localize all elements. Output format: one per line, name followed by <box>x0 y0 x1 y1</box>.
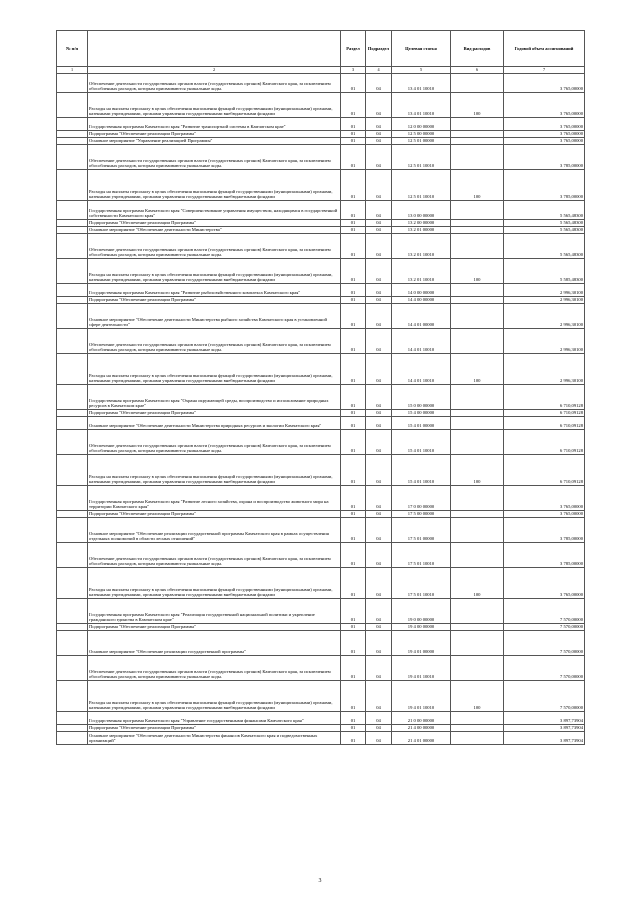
row-amount-cell: 7 570,00000 <box>504 631 585 656</box>
row-name-cell: Обеспечение деятельности государственных органов власти (государственных органов) Камчатского края, за исключением обособленных расходов, которым присваиваются уникальные коды. <box>88 234 341 259</box>
row-statya-cell: 17 5 00 00000 <box>392 511 451 518</box>
row-statya-cell: 12 5 01 00000 <box>392 138 451 145</box>
row-vid-cell <box>451 511 504 518</box>
row-podrazdel-cell: 04 <box>366 486 392 511</box>
row-number-cell <box>57 138 88 145</box>
row-podrazdel-cell: 04 <box>366 131 392 138</box>
row-number-cell <box>57 385 88 410</box>
row-name-cell: Обеспечение деятельности государственных органов власти (государственных органов) Камчатского края, за исключением обособленных расходов, которым присваиваются уникальные коды. <box>88 543 341 568</box>
row-podrazdel-cell: 04 <box>366 93 392 118</box>
header-vid: Вид расходов <box>451 31 504 67</box>
row-name-cell: Подпрограмма "Обеспечение реализации Программы" <box>88 131 341 138</box>
row-razdel-cell: 01 <box>341 417 366 430</box>
row-vid-cell <box>451 201 504 220</box>
table-row <box>57 284 585 297</box>
row-name-cell: Расходы на выплаты персоналу в целях обеспечения выполнения функций государственными (муниципальными) органами, казенными учреждениями, органами управления государственными внебюджетными фондами <box>88 455 341 486</box>
table-row <box>57 297 585 304</box>
row-amount-cell: 7 570,00000 <box>504 681 585 712</box>
row-vid-cell: 100 <box>451 170 504 201</box>
row-number-cell <box>57 284 88 297</box>
table-row <box>57 170 585 201</box>
table-row <box>57 631 585 656</box>
row-razdel-cell: 01 <box>341 624 366 631</box>
row-statya-cell: 14 4 01 00000 <box>392 304 451 329</box>
row-podrazdel-cell: 04 <box>366 417 392 430</box>
table-row <box>57 624 585 631</box>
row-razdel-cell: 01 <box>341 145 366 170</box>
table-row <box>57 681 585 712</box>
table-row <box>57 543 585 568</box>
row-razdel-cell: 01 <box>341 259 366 284</box>
row-statya-cell: 15 4 01 10010 <box>392 455 451 486</box>
row-number-cell <box>57 329 88 354</box>
row-amount-cell: 6 710,09128 <box>504 455 585 486</box>
row-amount-cell: 3 765,00000 <box>504 74 585 93</box>
table-row <box>57 599 585 624</box>
row-podrazdel-cell: 04 <box>366 297 392 304</box>
row-name-cell: Расходы на выплаты персоналу в целях обеспечения выполнения функций государственными (муниципальными) органами, казенными учреждениями, органами управления государственными внебюджетными фондами <box>88 681 341 712</box>
row-number-cell <box>57 511 88 518</box>
index-cell: 4 <box>366 67 392 74</box>
header-name <box>88 31 341 67</box>
row-razdel-cell: 01 <box>341 511 366 518</box>
row-vid-cell: 100 <box>451 455 504 486</box>
row-number-cell <box>57 304 88 329</box>
row-statya-cell: 21 4 00 00000 <box>392 725 451 732</box>
table-row <box>57 118 585 131</box>
row-statya-cell: 14 4 01 10010 <box>392 354 451 385</box>
row-statya-cell: 19 4 01 10010 <box>392 681 451 712</box>
row-vid-cell <box>451 518 504 543</box>
row-razdel-cell: 01 <box>341 430 366 455</box>
page-number: 3 <box>318 878 322 884</box>
row-amount-cell: 2 996,30100 <box>504 354 585 385</box>
table-row <box>57 486 585 511</box>
table-row <box>57 227 585 234</box>
header-razdel: Раздел <box>341 31 366 67</box>
row-number-cell <box>57 543 88 568</box>
table-row <box>57 234 585 259</box>
row-podrazdel-cell: 04 <box>366 227 392 234</box>
row-amount-cell: 3 785,00000 <box>504 170 585 201</box>
row-number-cell <box>57 624 88 631</box>
row-amount-cell: 3 765,00000 <box>504 93 585 118</box>
row-name-cell: Подпрограмма "Обеспечение реализации Программы" <box>88 220 341 227</box>
row-number-cell <box>57 170 88 201</box>
row-name-cell: Государственная программа Камчатского края "Развитие транспортной системы в Камчатском крае" <box>88 118 341 131</box>
row-number-cell <box>57 354 88 385</box>
row-razdel-cell: 01 <box>341 410 366 417</box>
row-razdel-cell: 01 <box>341 304 366 329</box>
row-number-cell <box>57 568 88 599</box>
row-statya-cell: 14 4 00 00000 <box>392 297 451 304</box>
row-number-cell <box>57 631 88 656</box>
row-podrazdel-cell: 04 <box>366 170 392 201</box>
row-name-cell: Основное мероприятие "Обеспечение деятельности Министерства финансов Камчатского края и подведомственных организаций" <box>88 732 341 745</box>
table-row <box>57 304 585 329</box>
row-razdel-cell: 01 <box>341 131 366 138</box>
row-statya-cell: 13 0 00 00000 <box>392 201 451 220</box>
row-statya-cell: 13 2 01 00000 <box>392 227 451 234</box>
table-row <box>57 74 585 93</box>
row-razdel-cell: 01 <box>341 93 366 118</box>
row-podrazdel-cell: 04 <box>366 455 392 486</box>
table-row <box>57 455 585 486</box>
row-podrazdel-cell: 04 <box>366 234 392 259</box>
row-podrazdel-cell: 04 <box>366 145 392 170</box>
row-number-cell <box>57 297 88 304</box>
row-vid-cell <box>451 712 504 725</box>
row-vid-cell: 100 <box>451 259 504 284</box>
budget-table <box>56 30 585 745</box>
row-vid-cell <box>451 74 504 93</box>
table-row <box>57 259 585 284</box>
row-razdel-cell: 01 <box>341 712 366 725</box>
row-razdel-cell: 01 <box>341 681 366 712</box>
row-amount-cell: 2 996,30100 <box>504 329 585 354</box>
row-razdel-cell: 01 <box>341 138 366 145</box>
header-podrazdel: Подраздел <box>366 31 392 67</box>
row-podrazdel-cell: 04 <box>366 631 392 656</box>
row-vid-cell <box>451 138 504 145</box>
row-podrazdel-cell: 04 <box>366 284 392 297</box>
row-number-cell <box>57 712 88 725</box>
row-razdel-cell: 01 <box>341 354 366 385</box>
row-name-cell: Расходы на выплаты персоналу в целях обеспечения выполнения функций государственными (муниципальными) органами, казенными учреждениями, органами управления государственными внебюджетными фондами <box>88 259 341 284</box>
row-amount-cell: 5 585,48300 <box>504 259 585 284</box>
row-amount-cell: 6 710,09128 <box>504 410 585 417</box>
table-row <box>57 131 585 138</box>
row-number-cell <box>57 131 88 138</box>
table-row <box>57 410 585 417</box>
row-amount-cell: 3 897,73904 <box>504 725 585 732</box>
row-amount-cell: 5 565,48300 <box>504 201 585 220</box>
row-name-cell: Обеспечение деятельности государственных органов власти (государственных органов) Камчатского края, за исключением обособленных расходов, которым присваиваются уникальные коды. <box>88 430 341 455</box>
row-amount-cell: 3 765,00000 <box>504 511 585 518</box>
row-razdel-cell: 01 <box>341 329 366 354</box>
row-statya-cell: 17 5 01 00000 <box>392 518 451 543</box>
row-amount-cell: 6 710,09128 <box>504 417 585 430</box>
row-podrazdel-cell: 04 <box>366 656 392 681</box>
row-vid-cell <box>451 227 504 234</box>
row-amount-cell: 7 570,00000 <box>504 624 585 631</box>
table-row <box>57 354 585 385</box>
row-razdel-cell: 01 <box>341 599 366 624</box>
row-number-cell <box>57 486 88 511</box>
row-podrazdel-cell: 04 <box>366 304 392 329</box>
row-name-cell: Подпрограмма "Обеспечение реализации Программы" <box>88 511 341 518</box>
row-podrazdel-cell: 04 <box>366 430 392 455</box>
row-statya-cell: 17 5 01 10010 <box>392 543 451 568</box>
row-name-cell: Подпрограмма "Обеспечение реализации Программы" <box>88 297 341 304</box>
row-razdel-cell: 01 <box>341 74 366 93</box>
table-row <box>57 417 585 430</box>
table-row <box>57 93 585 118</box>
row-statya-cell: 12 5 00 00000 <box>392 131 451 138</box>
row-amount-cell: 5 565,48300 <box>504 220 585 227</box>
row-vid-cell <box>451 329 504 354</box>
row-vid-cell <box>451 725 504 732</box>
row-amount-cell: 6 710,09128 <box>504 430 585 455</box>
row-statya-cell: 17 0 00 00000 <box>392 486 451 511</box>
row-razdel-cell: 01 <box>341 656 366 681</box>
row-podrazdel-cell: 04 <box>366 712 392 725</box>
index-cell: 3 <box>341 67 366 74</box>
row-podrazdel-cell: 04 <box>366 354 392 385</box>
row-vid-cell <box>451 631 504 656</box>
row-statya-cell: 12 0 00 00000 <box>392 118 451 131</box>
row-name-cell: Государственная программа Камчатского края "Охрана окружающей среды, воспроизводство и использование природных ресурсов в Камчатском крае" <box>88 385 341 410</box>
row-vid-cell <box>451 732 504 745</box>
row-vid-cell <box>451 410 504 417</box>
row-number-cell <box>57 74 88 93</box>
row-vid-cell: 100 <box>451 681 504 712</box>
row-number-cell <box>57 227 88 234</box>
table-row <box>57 201 585 220</box>
row-number-cell <box>57 417 88 430</box>
row-statya-cell: 15 0 00 00000 <box>392 385 451 410</box>
row-statya-cell: 19 4 01 00000 <box>392 631 451 656</box>
row-name-cell: Государственная программа Камчатского края "Управление государственными финансами Камчатского края" <box>88 712 341 725</box>
row-amount-cell: 3 765,00000 <box>504 568 585 599</box>
table-row <box>57 145 585 170</box>
row-vid-cell <box>451 385 504 410</box>
row-name-cell: Основное мероприятие "Обеспечение деятельности Министерства природных ресурсов и экологии Камчатского края" <box>88 417 341 430</box>
row-statya-cell: 21 0 00 00000 <box>392 712 451 725</box>
row-vid-cell <box>451 145 504 170</box>
row-name-cell: Расходы на выплаты персоналу в целях обеспечения выполнения функций государственными (муниципальными) органами, казенными учреждениями, органами управления государственными внебюджетными фондами <box>88 568 341 599</box>
row-razdel-cell: 01 <box>341 201 366 220</box>
row-podrazdel-cell: 04 <box>366 259 392 284</box>
row-vid-cell <box>451 304 504 329</box>
row-name-cell: Государственная программа Камчатского края "Совершенствование управления имуществом, находящимся в государственной собственности Камчатского края" <box>88 201 341 220</box>
table-row <box>57 138 585 145</box>
row-razdel-cell: 01 <box>341 568 366 599</box>
row-name-cell: Подпрограмма "Обеспечение реализации Программы" <box>88 725 341 732</box>
row-amount-cell: 5 565,48300 <box>504 227 585 234</box>
row-name-cell: Подпрограмма "Обеспечение реализации Программы" <box>88 624 341 631</box>
header-number: № п/п <box>57 31 88 67</box>
row-vid-cell <box>451 131 504 138</box>
row-amount-cell: 3 785,00000 <box>504 145 585 170</box>
row-vid-cell <box>451 234 504 259</box>
index-row <box>57 67 585 74</box>
row-name-cell: Обеспечение деятельности государственных органов власти (государственных органов) Камчатского края, за исключением обособленных расходов, которым присваиваются уникальные коды. <box>88 656 341 681</box>
table-row <box>57 712 585 725</box>
table-row <box>57 385 585 410</box>
row-number-cell <box>57 234 88 259</box>
row-number-cell <box>57 599 88 624</box>
table-row <box>57 220 585 227</box>
table-row <box>57 732 585 745</box>
row-amount-cell: 2 996,30100 <box>504 304 585 329</box>
row-vid-cell <box>451 599 504 624</box>
row-number-cell <box>57 732 88 745</box>
row-amount-cell: 3 765,00000 <box>504 138 585 145</box>
row-amount-cell: 7 570,00000 <box>504 656 585 681</box>
table-row <box>57 568 585 599</box>
table-row <box>57 656 585 681</box>
row-podrazdel-cell: 04 <box>366 118 392 131</box>
table-row <box>57 725 585 732</box>
row-razdel-cell: 01 <box>341 455 366 486</box>
table-row <box>57 511 585 518</box>
row-vid-cell <box>451 543 504 568</box>
row-name-cell: Государственная программа Камчатского края "Реализация государственной национальной политики и укрепление гражданского единства в Камчатском крае" <box>88 599 341 624</box>
row-name-cell: Обеспечение деятельности государственных органов власти (государственных органов) Камчатского края, за исключением обособленных расходов, которым присваиваются уникальные коды. <box>88 145 341 170</box>
row-name-cell: Обеспечение деятельности государственных органов власти (государственных органов) Камчатского края, за исключением обособленных расходов, которым присваиваются уникальные коды. <box>88 74 341 93</box>
row-podrazdel-cell: 04 <box>366 511 392 518</box>
row-razdel-cell: 01 <box>341 518 366 543</box>
index-cell: 6 <box>451 67 504 74</box>
row-podrazdel-cell: 04 <box>366 138 392 145</box>
row-amount-cell: 3 765,00000 <box>504 131 585 138</box>
row-number-cell <box>57 93 88 118</box>
row-vid-cell: 100 <box>451 93 504 118</box>
row-number-cell <box>57 430 88 455</box>
row-razdel-cell: 01 <box>341 227 366 234</box>
row-podrazdel-cell: 04 <box>366 599 392 624</box>
table-row <box>57 329 585 354</box>
row-vid-cell <box>451 297 504 304</box>
row-podrazdel-cell: 04 <box>366 410 392 417</box>
row-amount-cell: 3 765,00000 <box>504 486 585 511</box>
row-razdel-cell: 01 <box>341 234 366 259</box>
row-vid-cell: 100 <box>451 354 504 385</box>
row-razdel-cell: 01 <box>341 543 366 568</box>
row-statya-cell: 19 4 01 10010 <box>392 656 451 681</box>
row-amount-cell: 3 897,73904 <box>504 712 585 725</box>
row-name-cell: Обеспечение деятельности государственных органов власти (государственных органов) Камчатского края, за исключением обособленных расходов, которым присваиваются уникальные коды. <box>88 329 341 354</box>
row-vid-cell <box>451 624 504 631</box>
row-statya-cell: 15 4 01 10010 <box>392 430 451 455</box>
row-number-cell <box>57 518 88 543</box>
row-podrazdel-cell: 04 <box>366 624 392 631</box>
row-vid-cell: 100 <box>451 568 504 599</box>
row-name-cell: Основное мероприятие "Управление реализацией Программы" <box>88 138 341 145</box>
row-razdel-cell: 01 <box>341 170 366 201</box>
index-cell: 5 <box>392 67 451 74</box>
row-number-cell <box>57 455 88 486</box>
index-cell: 1 <box>57 67 88 74</box>
row-number-cell <box>57 118 88 131</box>
row-podrazdel-cell: 04 <box>366 518 392 543</box>
row-name-cell: Основное мероприятие "Обеспечение деятельности Министерства" <box>88 227 341 234</box>
table-row <box>57 518 585 543</box>
header-statya: Целевая статья <box>392 31 451 67</box>
row-amount-cell: 3 785,00000 <box>504 543 585 568</box>
row-number-cell <box>57 201 88 220</box>
row-vid-cell <box>451 220 504 227</box>
row-razdel-cell: 01 <box>341 118 366 131</box>
row-podrazdel-cell: 04 <box>366 74 392 93</box>
row-amount-cell: 2 996,30100 <box>504 284 585 297</box>
row-vid-cell <box>451 284 504 297</box>
header-amount: Годовой объем ассигнований <box>504 31 585 67</box>
index-cell: 2 <box>88 67 341 74</box>
table-row <box>57 430 585 455</box>
row-statya-cell: 21 4 01 00000 <box>392 732 451 745</box>
row-podrazdel-cell: 04 <box>366 385 392 410</box>
row-podrazdel-cell: 04 <box>366 220 392 227</box>
row-podrazdel-cell: 04 <box>366 681 392 712</box>
row-number-cell <box>57 410 88 417</box>
row-name-cell: Основное мероприятие "Обеспечение реализации государственной программы Камчатского края в рамках осуществления отдельных полномочий в области лесных отношений" <box>88 518 341 543</box>
row-statya-cell: 15 4 01 00000 <box>392 417 451 430</box>
row-name-cell: Государственная программа Камчатского края "Развитие рыбохозяйственного комплекса Камчатского края" <box>88 284 341 297</box>
row-number-cell <box>57 681 88 712</box>
row-razdel-cell: 01 <box>341 486 366 511</box>
row-podrazdel-cell: 04 <box>366 543 392 568</box>
row-razdel-cell: 01 <box>341 220 366 227</box>
row-statya-cell: 14 4 01 10010 <box>392 329 451 354</box>
row-statya-cell: 13 4 01 10010 <box>392 93 451 118</box>
row-statya-cell: 19 0 00 00000 <box>392 599 451 624</box>
row-name-cell: Расходы на выплаты персоналу в целях обеспечения выполнения функций государственными (муниципальными) органами, казенными учреждениями, органами управления государственными внебюджетными фондами <box>88 354 341 385</box>
row-razdel-cell: 01 <box>341 385 366 410</box>
row-podrazdel-cell: 04 <box>366 329 392 354</box>
row-statya-cell: 17 5 01 10010 <box>392 568 451 599</box>
row-amount-cell: 5 565,48300 <box>504 234 585 259</box>
row-podrazdel-cell: 04 <box>366 732 392 745</box>
row-number-cell <box>57 725 88 732</box>
row-amount-cell: 3 765,00000 <box>504 118 585 131</box>
row-statya-cell: 13 4 01 10010 <box>392 74 451 93</box>
index-cell: 7 <box>504 67 585 74</box>
row-name-cell: Подпрограмма "Обеспечение реализации Программы" <box>88 410 341 417</box>
row-podrazdel-cell: 04 <box>366 201 392 220</box>
header-row <box>57 31 585 67</box>
row-amount-cell: 3 897,73904 <box>504 732 585 745</box>
row-razdel-cell: 01 <box>341 631 366 656</box>
row-razdel-cell: 01 <box>341 732 366 745</box>
row-amount-cell: 2 996,30100 <box>504 297 585 304</box>
row-statya-cell: 14 0 00 00000 <box>392 284 451 297</box>
row-number-cell <box>57 220 88 227</box>
row-statya-cell: 13 2 01 10010 <box>392 234 451 259</box>
row-razdel-cell: 01 <box>341 725 366 732</box>
row-name-cell: Основное мероприятие "Обеспечение реализации государственной программы" <box>88 631 341 656</box>
row-name-cell: Государственная программа Камчатского края "Развитие лесного хозяйства, охрана и воспроизводство животного мира на территории Камчатского края" <box>88 486 341 511</box>
row-vid-cell <box>451 417 504 430</box>
row-statya-cell: 13 2 00 00000 <box>392 220 451 227</box>
row-statya-cell: 15 4 00 00000 <box>392 410 451 417</box>
row-amount-cell: 3 785,00000 <box>504 518 585 543</box>
row-number-cell <box>57 656 88 681</box>
row-statya-cell: 12 5 01 10010 <box>392 170 451 201</box>
row-statya-cell: 19 4 00 00000 <box>392 624 451 631</box>
table-body <box>57 74 585 745</box>
row-number-cell <box>57 259 88 284</box>
row-amount-cell: 6 710,09128 <box>504 385 585 410</box>
row-name-cell: Расходы на выплаты персоналу в целях обеспечения выполнения функций государственными (муниципальными) органами, казенными учреждениями, органами управления государственными внебюджетными фондами <box>88 170 341 201</box>
row-vid-cell <box>451 486 504 511</box>
row-podrazdel-cell: 04 <box>366 725 392 732</box>
row-razdel-cell: 01 <box>341 284 366 297</box>
row-razdel-cell: 01 <box>341 297 366 304</box>
row-vid-cell <box>451 656 504 681</box>
row-podrazdel-cell: 04 <box>366 568 392 599</box>
row-name-cell: Основное мероприятие "Обеспечение деятельности Министерства рыбного хозяйства Камчатского края в установленной сфере деятельности" <box>88 304 341 329</box>
row-name-cell: Расходы на выплаты персоналу в целях обеспечения выполнения функций государственными (муниципальными) органами, казенными учреждениями, органами управления государственными внебюджетными фондами <box>88 93 341 118</box>
row-vid-cell <box>451 430 504 455</box>
row-statya-cell: 13 2 01 10010 <box>392 259 451 284</box>
row-amount-cell: 7 570,00000 <box>504 599 585 624</box>
row-vid-cell <box>451 118 504 131</box>
row-number-cell <box>57 145 88 170</box>
row-statya-cell: 12 5 01 10010 <box>392 145 451 170</box>
